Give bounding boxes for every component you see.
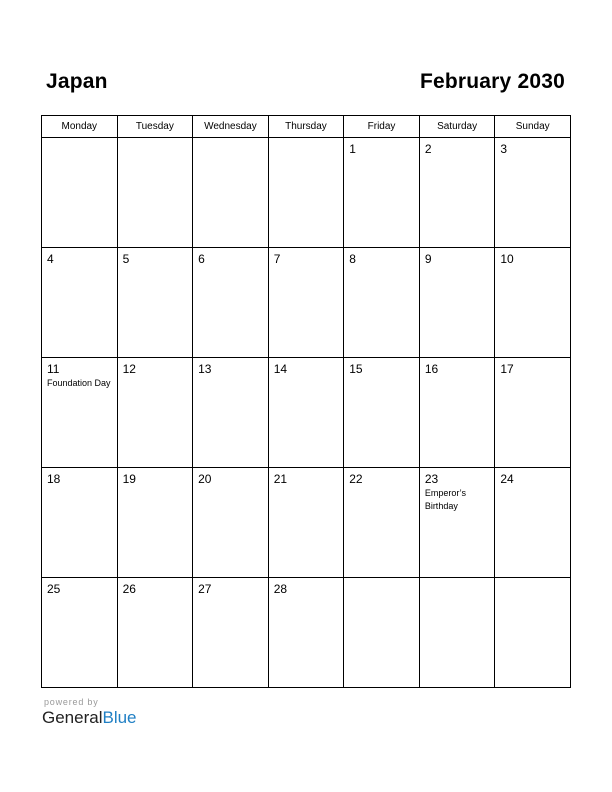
- weekday-header: Tuesday: [117, 116, 193, 138]
- day-number: 15: [349, 362, 363, 376]
- day-cell: [268, 248, 344, 358]
- day-cell: [42, 138, 118, 248]
- day-number: 10: [500, 252, 514, 266]
- week-row: [42, 358, 571, 468]
- day-number: 5: [122, 252, 130, 266]
- day-cell: [117, 468, 193, 578]
- day-number: 13: [198, 362, 212, 376]
- day-number: 8: [349, 252, 356, 266]
- day-number: 14: [273, 362, 288, 376]
- day-cell: [419, 468, 495, 578]
- day-cell: [117, 578, 193, 688]
- day-cell: [42, 248, 118, 358]
- day-cell: [42, 358, 118, 468]
- week-row: [42, 248, 571, 358]
- day-cell: [42, 468, 118, 578]
- day-number: 7: [273, 252, 281, 266]
- day-number: 11: [47, 362, 60, 376]
- day-cell: [42, 578, 118, 688]
- country-title: Japan: [46, 70, 108, 93]
- day-number: 25: [47, 582, 61, 596]
- day-cell: [193, 138, 269, 248]
- day-cell: [193, 248, 269, 358]
- weekday-header: Sunday: [495, 116, 571, 138]
- day-cell: [344, 578, 420, 688]
- day-cell: [419, 248, 495, 358]
- day-number: 6: [198, 252, 205, 266]
- weekday-header: Monday: [42, 116, 118, 138]
- day-number: 17: [500, 362, 514, 376]
- week-row: [42, 468, 571, 578]
- day-cell: [193, 578, 269, 688]
- day-cell: [117, 138, 193, 248]
- day-number: 23: [424, 472, 439, 486]
- day-cell: [495, 468, 571, 578]
- week-row: [42, 578, 571, 688]
- month-year-title: February 2030: [419, 70, 565, 93]
- day-cell: [495, 138, 571, 248]
- day-cell: [495, 578, 571, 688]
- day-number: 24: [500, 472, 514, 486]
- day-cell: [419, 578, 495, 688]
- powered-by-label: powered by: [44, 697, 99, 707]
- holiday-label: Foundation Day: [47, 378, 111, 388]
- day-number: 28: [273, 582, 288, 596]
- day-cell: [495, 248, 571, 358]
- day-number: 9: [424, 252, 432, 266]
- weekday-header: Thursday: [268, 116, 344, 138]
- day-number: 26: [122, 582, 136, 596]
- weekday-header-row: [42, 116, 571, 138]
- day-cell: [344, 138, 420, 248]
- holiday-label: Emperor’s Birthday: [424, 488, 466, 511]
- day-cell: [268, 138, 344, 248]
- day-number: 12: [122, 362, 136, 376]
- day-cell: [268, 358, 344, 468]
- brand-logo: [42, 708, 137, 728]
- brand-blue: Blue: [102, 708, 137, 727]
- day-cell: [117, 248, 193, 358]
- day-number: 19: [122, 472, 136, 486]
- day-cell: [268, 468, 344, 578]
- day-number: 20: [198, 472, 212, 486]
- day-number: 18: [47, 472, 61, 486]
- weekday-header: Friday: [344, 116, 420, 138]
- day-cell: [495, 358, 571, 468]
- calendar-grid: [41, 115, 571, 688]
- day-cell: [344, 468, 420, 578]
- day-number: 2: [424, 142, 432, 156]
- weekday-header: Saturday: [419, 116, 495, 138]
- brand-general: General: [42, 708, 103, 727]
- weekday-header: Wednesday: [193, 116, 269, 138]
- day-cell: [193, 358, 269, 468]
- week-row: [42, 138, 571, 248]
- day-number: 22: [349, 472, 363, 486]
- day-cell: [419, 358, 495, 468]
- day-cell: [419, 138, 495, 248]
- day-number: 16: [424, 362, 439, 376]
- day-cell: [344, 248, 420, 358]
- day-cell: [117, 358, 193, 468]
- day-cell: [193, 468, 269, 578]
- day-number: 3: [500, 142, 508, 156]
- day-number: 1: [349, 142, 356, 156]
- day-number: 21: [273, 472, 288, 486]
- day-cell: [268, 578, 344, 688]
- day-number: 27: [198, 582, 212, 596]
- day-number: 4: [47, 252, 54, 266]
- day-cell: [344, 358, 420, 468]
